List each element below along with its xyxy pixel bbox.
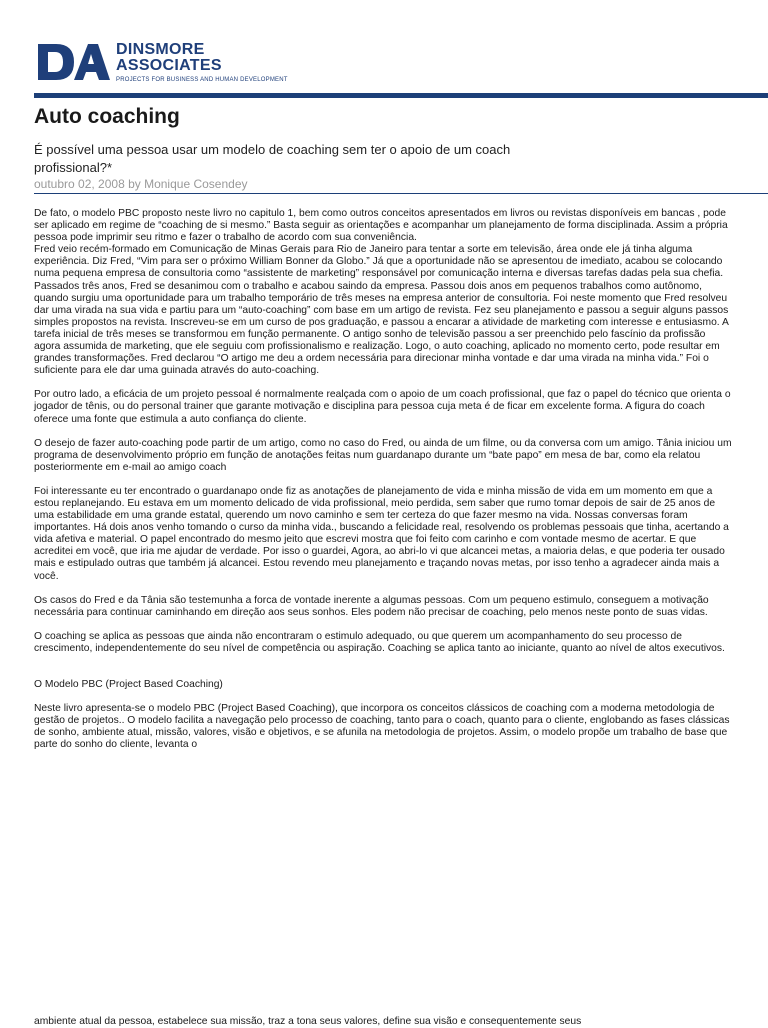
header-divider [34,93,768,98]
article-byline: outubro 02, 2008 by Monique Cosendey [34,177,248,191]
page-tail-line: ambiente atual da pessoa, estabelece sua missão, traz a tona seus valores, define sua visão e consequentemente seus [34,1016,582,1027]
paragraph: O coaching se aplica as pessoas que ainda não encontraram o estimulo adequado, ou que querem um acompanhamento do seu processo de crescimento, independentemente do seu nível de competência ou aspiração. Coaching se aplica tanto ao iniciante, quanto ao nível de altos executivos. [34,630,725,654]
paragraph: De fato, o modelo PBC proposto neste livro no capitulo 1, bem como outros conceitos apresentados em livros ou revistas disponíveis em bancas , pode ser aplicado em regime de “coaching de si mesmo.” Basta seguir as orientações e acompanhar um planejamento de forma disciplinada. Assim a própria pessoa pode imprimir seu ritmo e fazer o trabalho de acordo com sua conveniência. [34,208,728,244]
paragraph: O desejo de fazer auto-coaching pode partir de um artigo, como no caso do Fred, ou ainda de um filme, ou da conversa com um amigo. Tânia iniciou um programa de desenvolvimento próprio em função de anotações feitas num guardanapo durante um “bate papo” em mesa de bar, como ela relatou posteriormente em e-mail ao amigo coach [34,437,732,473]
paragraph: Neste livro apresenta-se o modelo PBC (Project Based Coaching), que incorpora os conceitos clássicos de coaching com a moderna metodologia de gestão de projetos.. O modelo facilita a navegação pelo processo de coaching, tanto para o coach, quanto para o cliente, englobando as fases clássicas de sonho, ambiente atual, missão, valores, visão e objetivos, e se afunila na metodologia de projetos. Assim, o modelo propõe um trabalho de base que parte do sonho do cliente, levanta o [34,703,730,751]
logo-name-line2: ASSOCIATES [116,56,222,74]
logo-tagline: PROJECTS FOR BUSINESS AND HUMAN DEVELOPMENT [116,76,288,83]
da-logo-mark [34,38,110,86]
logo-name-line1: DINSMORE [116,40,205,58]
paragraph: Os casos do Fred e da Tânia são testemunha a forca de vontade inerente a algumas pessoas. Com um pequeno estimulo, conseguem a motivação necessária para continuar caminhando em direção aos seus sonhos. Eles podem não precisar de coaching, pelo menos neste ponto de suas vidas. [34,594,709,618]
paragraph: Fred veio recém-formado em Comunicação de Minas Gerais para Rio de Janeiro para tentar a sorte em televisão, área onde ele já tinha alguma experiência. Diz Fred, “Vim para ser o próximo William Bonner da Globo.” Já que a oportunidade não se apresentou de imediato, acabou se colocando numa pequena empresa de consultoria como “assistente de marketing” responsável por comunicação interna e diversas tarefas dadas pela sua chefia. Passados três anos, Fred se desanimou com o trabalho e acabou saindo da empresa. Passou dois anos em pequenos trabalhos como autônomo, quando surgiu uma oportunidade para um trabalho temporário de três meses na empresa anterior de consultoria. Foi neste momento que Fred resolveu dar uma virada na sua vida e partiu para um “auto-coaching” com base em um artigo de revista. Fez seu planejamento e passou a seguir alguns passos simples propostos na revista. Inscreveu-se em um curso de pos graduação, e passou a encarar a atividade de marketing com interesse e entusiasmo. A tarefa inicial de três meses se transformou em função permanente. O antigo sonho de televisão passou a ser preenchido pelo fascínio da profissão agora assumida de marketing, que ele seguiu com profissionalismo e realização. Logo, o auto coaching, aplicado no momento certo, pode resultar em grandes transformações. Fred declarou “O artigo me deu a ordem necessária para direcionar minha vontade e dar uma virada na minha vida.” Foi o suficiente para ele dar uma guinada através do auto-coaching. [34,244,729,377]
logo-mark-icon [34,38,110,86]
section-heading: O Modelo PBC (Project Based Coaching) [34,679,223,690]
byline-divider [34,193,768,194]
article-body [34,208,734,763]
paragraph: Por outro lado, a eficácia de um projeto pessoal é normalmente realçada com o apoio de um coach profissional, que faz o papel do técnico que orienta o jogador de tênis, ou do personal trainer que garante motivação e disciplina para pessoa cuja meta é de ficar em excelente forma. A figura do coach oferece uma fonte que estimula a auto confiança do cliente. [34,389,731,425]
company-logo[interactable] [34,36,288,88]
paragraph: Foi interessante eu ter encontrado o guardanapo onde fiz as anotações de planejamento de vida e minha missão de vida em um momento em que a estou replanejando. Eu estava em um momento delicado de vida profissional, meio perdida, sem saber que rumo tomar depois de sair de 25 anos de uma estabilidade em uma grande estatal, querendo um novo caminho e sem ter certeza do que fazer mesmo na vida. Nossas conversas foram importantes. Há dois anos venho tomando o curso da minha vida., buscando a felicidade real, resolvendo os problemas pessoais que tinha, acertando a vida afetiva e material. O papel encontrado do mesmo jeito que escrevi mostra que foi feito com carinho e com vontade mesmo de acertar. E que acreditei em você, que iria me ajudar de verdade. Por isso o guardei, Agora, ao abri-lo vi que alcancei metas, a maioria delas, e que poderia ter ousado mais e estipulado outras que também já alcancei. Estou revendo meu planejamento e traçando novas metas, por isso tenho a agradecer ainda mais a você. [34,485,729,582]
logo-text [116,42,288,83]
article-subtitle: É possível uma pessoa usar um modelo de coaching sem ter o apoio de um coach profissional?* [34,142,511,175]
article-title: Auto coaching [34,105,180,128]
